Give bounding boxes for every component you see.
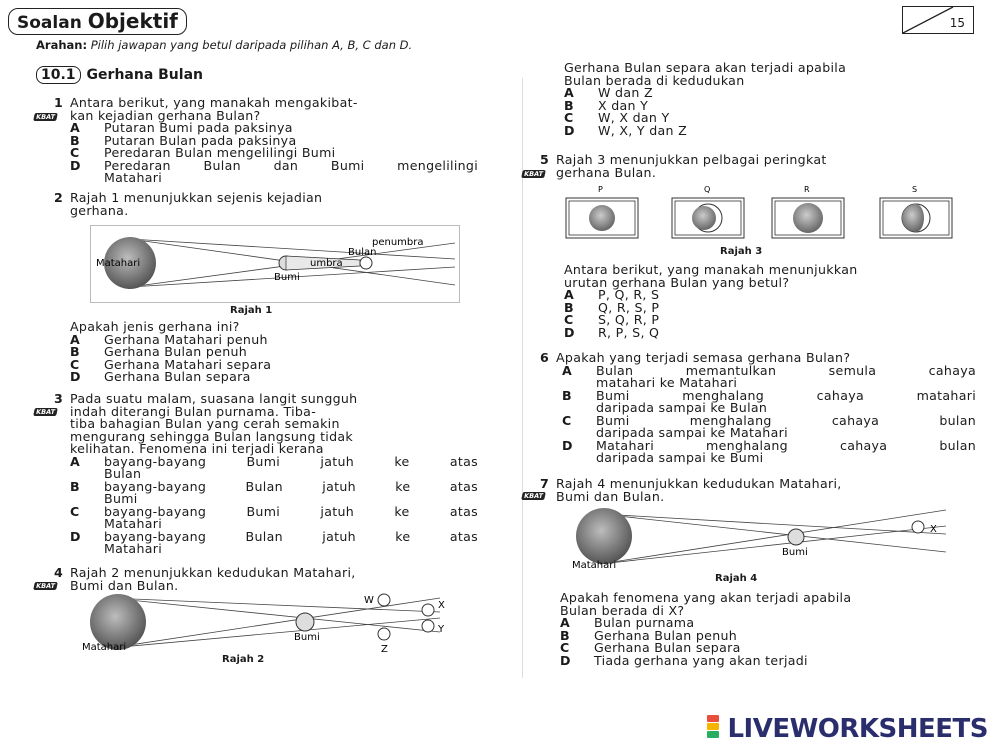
option-text: Gerhana Bulan separa [104,369,251,384]
diagram-caption: Rajah 1 [230,305,273,316]
option-text: P, Q, R, S [598,287,660,302]
stem-text: Bumi dan Bulan. [556,488,665,504]
option-letter: C [564,110,574,125]
question-number [54,418,70,431]
question-stem-line [540,488,976,504]
option-text: bayang-bayang Bulan jatuh ke atas [104,528,478,544]
phase-label-p: P [598,185,603,194]
stem-text: Antara berikut, yang manakah menunjukkan [564,262,858,277]
stem-text: Apakah fenomena yang akan terjadi apabila [560,590,852,605]
moon-position-w [378,594,390,606]
stem-text: indah diterangi Bulan purnama. Tiba- [70,403,317,419]
option-text: Bulan [104,466,142,481]
option-text: Putaran Bumi pada paksinya [104,120,293,135]
stem-text: Rajah 2 menunjukkan kedudukan Matahari, [70,565,356,580]
moon-label: Bulan [348,247,377,258]
liveworksheets-watermark: LIVEWORKSHEETS [707,714,988,744]
sun [576,508,632,564]
option-letter [70,172,104,185]
page-number: 15 [949,16,965,30]
option-letter: A [560,615,571,630]
option-letter: C [562,412,572,428]
label-w: W [364,595,374,606]
question-5 [540,154,976,179]
question-number [54,431,70,444]
option-letter: C [70,356,80,372]
answer-option[interactable] [564,324,976,340]
option-letter: D [564,324,575,340]
question-stem-line [54,202,478,218]
option-letter: B [70,132,80,148]
diagram-rajah-4 [566,506,966,572]
stem-text: gerhana Bulan. [556,164,657,180]
option-text: Putaran Bulan pada paksinya [104,132,297,148]
option-letter: A [70,453,81,469]
option-text: Gerhana Bulan penuh [594,627,738,643]
stem-text: Gerhana Bulan separa akan terjadi apabila [564,60,847,75]
penumbra-label: penumbra [372,237,424,248]
option-letter [562,452,596,465]
earth-label: Bumi [274,272,300,283]
stem-text: Bulan berada di X? [560,602,685,618]
light-ray [600,514,946,552]
label-z: Z [381,644,388,655]
option-letter: A [562,362,573,378]
option-text: matahari ke Matahari [596,375,738,390]
option-text: daripada sampai ke Bumi [596,450,764,465]
moon-phase-q [692,206,716,230]
question-2 [54,192,478,217]
question-number: 7 [540,476,550,491]
stem-text: mengurang sehingga Bulan langsung tidak [70,428,354,444]
answer-option[interactable] [54,172,478,185]
question-5-options [564,264,976,339]
earth-label: Bumi [294,632,320,643]
question-number [54,443,70,456]
answer-option[interactable] [70,371,478,384]
light-ray [110,618,440,648]
option-letter: D [70,369,81,384]
option-text: Matahari [104,516,163,531]
option-letter: D [560,652,571,668]
option-letter: B [70,478,80,494]
option-letter: D [70,528,81,544]
stem-text: urutan gerhana Bulan yang betul? [564,274,790,290]
question-number: 6 [540,350,550,365]
option-text: W, X dan Y [598,110,670,125]
diagram-caption: Rajah 4 [715,573,758,584]
phase-label-r: R [804,185,810,194]
answer-option[interactable] [54,543,478,556]
option-text: Bumi menghalang cahaya bulan [596,412,976,428]
sun-label: Matahari [572,560,617,571]
phase-label-s: S [912,185,918,194]
option-letter: C [70,503,80,519]
option-letter: C [560,640,570,655]
phase-label-q: Q [704,185,711,194]
question-stem-line [540,164,976,180]
moon-phase-p [589,205,615,231]
diagram-rajah-2 [80,590,460,656]
sun-label: Matahari [96,258,141,269]
moon [360,257,372,269]
option-letter: D [562,437,573,453]
answer-option[interactable] [540,452,976,465]
question-number: 5 [540,152,550,167]
option-text: Bumi menghalang cahaya matahari [596,387,976,403]
option-text: Gerhana Bulan separa [594,640,741,655]
light-ray [600,526,946,564]
question-number: 3 [54,391,64,406]
column-divider [522,78,523,678]
stem-text: Rajah 1 menunjukkan sejenis kejadian [70,190,323,205]
option-letter: B [560,627,570,643]
umbra-label: umbra [310,258,343,269]
label-x: X [438,600,445,611]
light-ray [600,510,946,564]
option-text: Bumi [104,491,138,506]
light-ray [110,598,440,612]
option-text: R, P, S, Q [598,324,660,340]
option-text: Matahari [104,170,163,185]
liveworksheets-logo-icon [707,714,723,739]
question-4 [54,567,478,592]
option-text: Matahari [104,541,163,556]
question-6 [540,352,976,465]
section-title: Gerhana Bulan [86,67,203,83]
stem-text: tiba bahagian Bulan yang cerah semakin [70,416,340,431]
option-letter: C [70,145,80,160]
diagram-rajah-3 [558,184,978,244]
sun-label: Matahari [82,642,127,653]
stem-text: Bumi dan Bulan. [70,577,179,593]
option-text: W, X, Y dan Z [598,122,688,138]
stem-text: gerhana. [70,202,129,218]
option-letter: A [70,120,81,135]
option-letter: B [562,387,572,403]
stem-text: Apakah jenis gerhana ini? [70,319,240,334]
option-text: Bulan memantulkan semula cahaya [596,362,976,378]
option-letter: A [70,331,81,347]
question-7 [540,478,976,503]
option-text: Gerhana Bulan penuh [104,344,248,359]
option-text: Matahari menghalang cahaya bulan [596,437,976,453]
label-y: Y [438,624,445,635]
kbat-badge: KBAT [35,582,56,590]
answer-option[interactable] [564,122,976,138]
option-text: daripada sampai ke Bulan [596,400,768,415]
option-text: Gerhana Matahari penuh [104,331,268,347]
option-text: bayang-bayang Bumi jatuh ke atas [104,453,478,469]
stem-text: Rajah 4 menunjukkan kedudukan Matahari, [556,476,842,491]
option-letter: A [564,85,575,100]
option-text: W dan Z [598,85,653,100]
option-letter: B [70,344,80,359]
option-text: Peredaran Bulan mengelilingi Bumi [104,145,336,160]
moon-position-z [378,628,390,640]
option-letter: C [564,312,574,327]
option-text: Tiada gerhana yang akan terjadi [594,652,808,668]
option-letter: B [564,97,574,113]
light-ray [110,598,440,648]
kbat-badge: KBAT [523,170,544,178]
question-number: 4 [54,565,64,580]
stem-text: Pada suatu malam, suasana langit sungguh [70,391,358,406]
stem-text: Apakah yang terjadi semasa gerhana Bulan? [556,350,851,365]
option-letter [70,543,104,556]
earth [296,613,314,631]
question-number: 2 [54,190,64,205]
section-number: 10.1 [36,66,81,84]
section-heading [36,66,203,84]
option-text: Q, R, S, P [598,299,660,315]
light-ray [600,514,946,534]
question-number: 1 [54,95,64,110]
diagram-rajah-1 [90,225,460,303]
option-text: Bulan purnama [594,615,695,630]
option-text: Peredaran Bulan dan Bumi mengelilingi [104,157,478,173]
earth-label: Bumi [782,547,808,558]
stem-text: Bulan berada di kedudukan [564,72,745,88]
moon-position-x [422,604,434,616]
option-letter: B [564,299,574,315]
kbat-badge: KBAT [523,492,544,500]
question-2-options [70,321,478,384]
label-x: X [930,524,937,535]
diagram-caption: Rajah 2 [222,654,265,665]
option-letter: D [70,157,81,173]
kbat-badge: KBAT [35,113,56,121]
moon-phase-s [902,204,924,232]
light-ray [110,598,440,632]
question-4-options [564,62,976,137]
question-7-options [560,592,976,667]
instructions: Arahan: Pilih jawapan yang betul daripada pilihan A, B, C dan D. [36,38,413,52]
stem-text: kan kejadian gerhana Bulan? [70,107,261,123]
moon-position-x [912,521,924,533]
option-text: bayang-bayang Bulan jatuh ke atas [104,478,478,494]
stem-text: Rajah 3 menunjukkan pelbagai peringkat [556,152,827,167]
moon-phase-r [793,203,823,233]
diagram-caption: Rajah 3 [720,246,763,257]
option-text: S, Q, R, P [598,312,660,327]
moon-position-y [422,620,434,632]
earth [788,529,804,545]
question-number [54,205,70,218]
option-text: bayang-bayang Bumi jatuh ke atas [104,503,478,519]
stem-text: kelihatan. Fenomena ini terjadi kerana [70,441,324,456]
option-letter: A [564,287,575,302]
kbat-badge: KBAT [35,408,56,416]
option-text: Gerhana Matahari separa [104,356,272,372]
option-text: X dan Y [598,97,649,113]
worksheet-title: Soalan Objektif [8,8,187,35]
stem-text: Antara berikut, yang manakah mengakibat- [70,95,358,110]
answer-option[interactable] [560,652,976,668]
option-text: daripada sampai ke Matahari [596,425,788,440]
question-1 [54,97,478,185]
option-letter: D [564,122,575,138]
page-number-box [902,6,974,34]
question-3 [54,393,478,556]
